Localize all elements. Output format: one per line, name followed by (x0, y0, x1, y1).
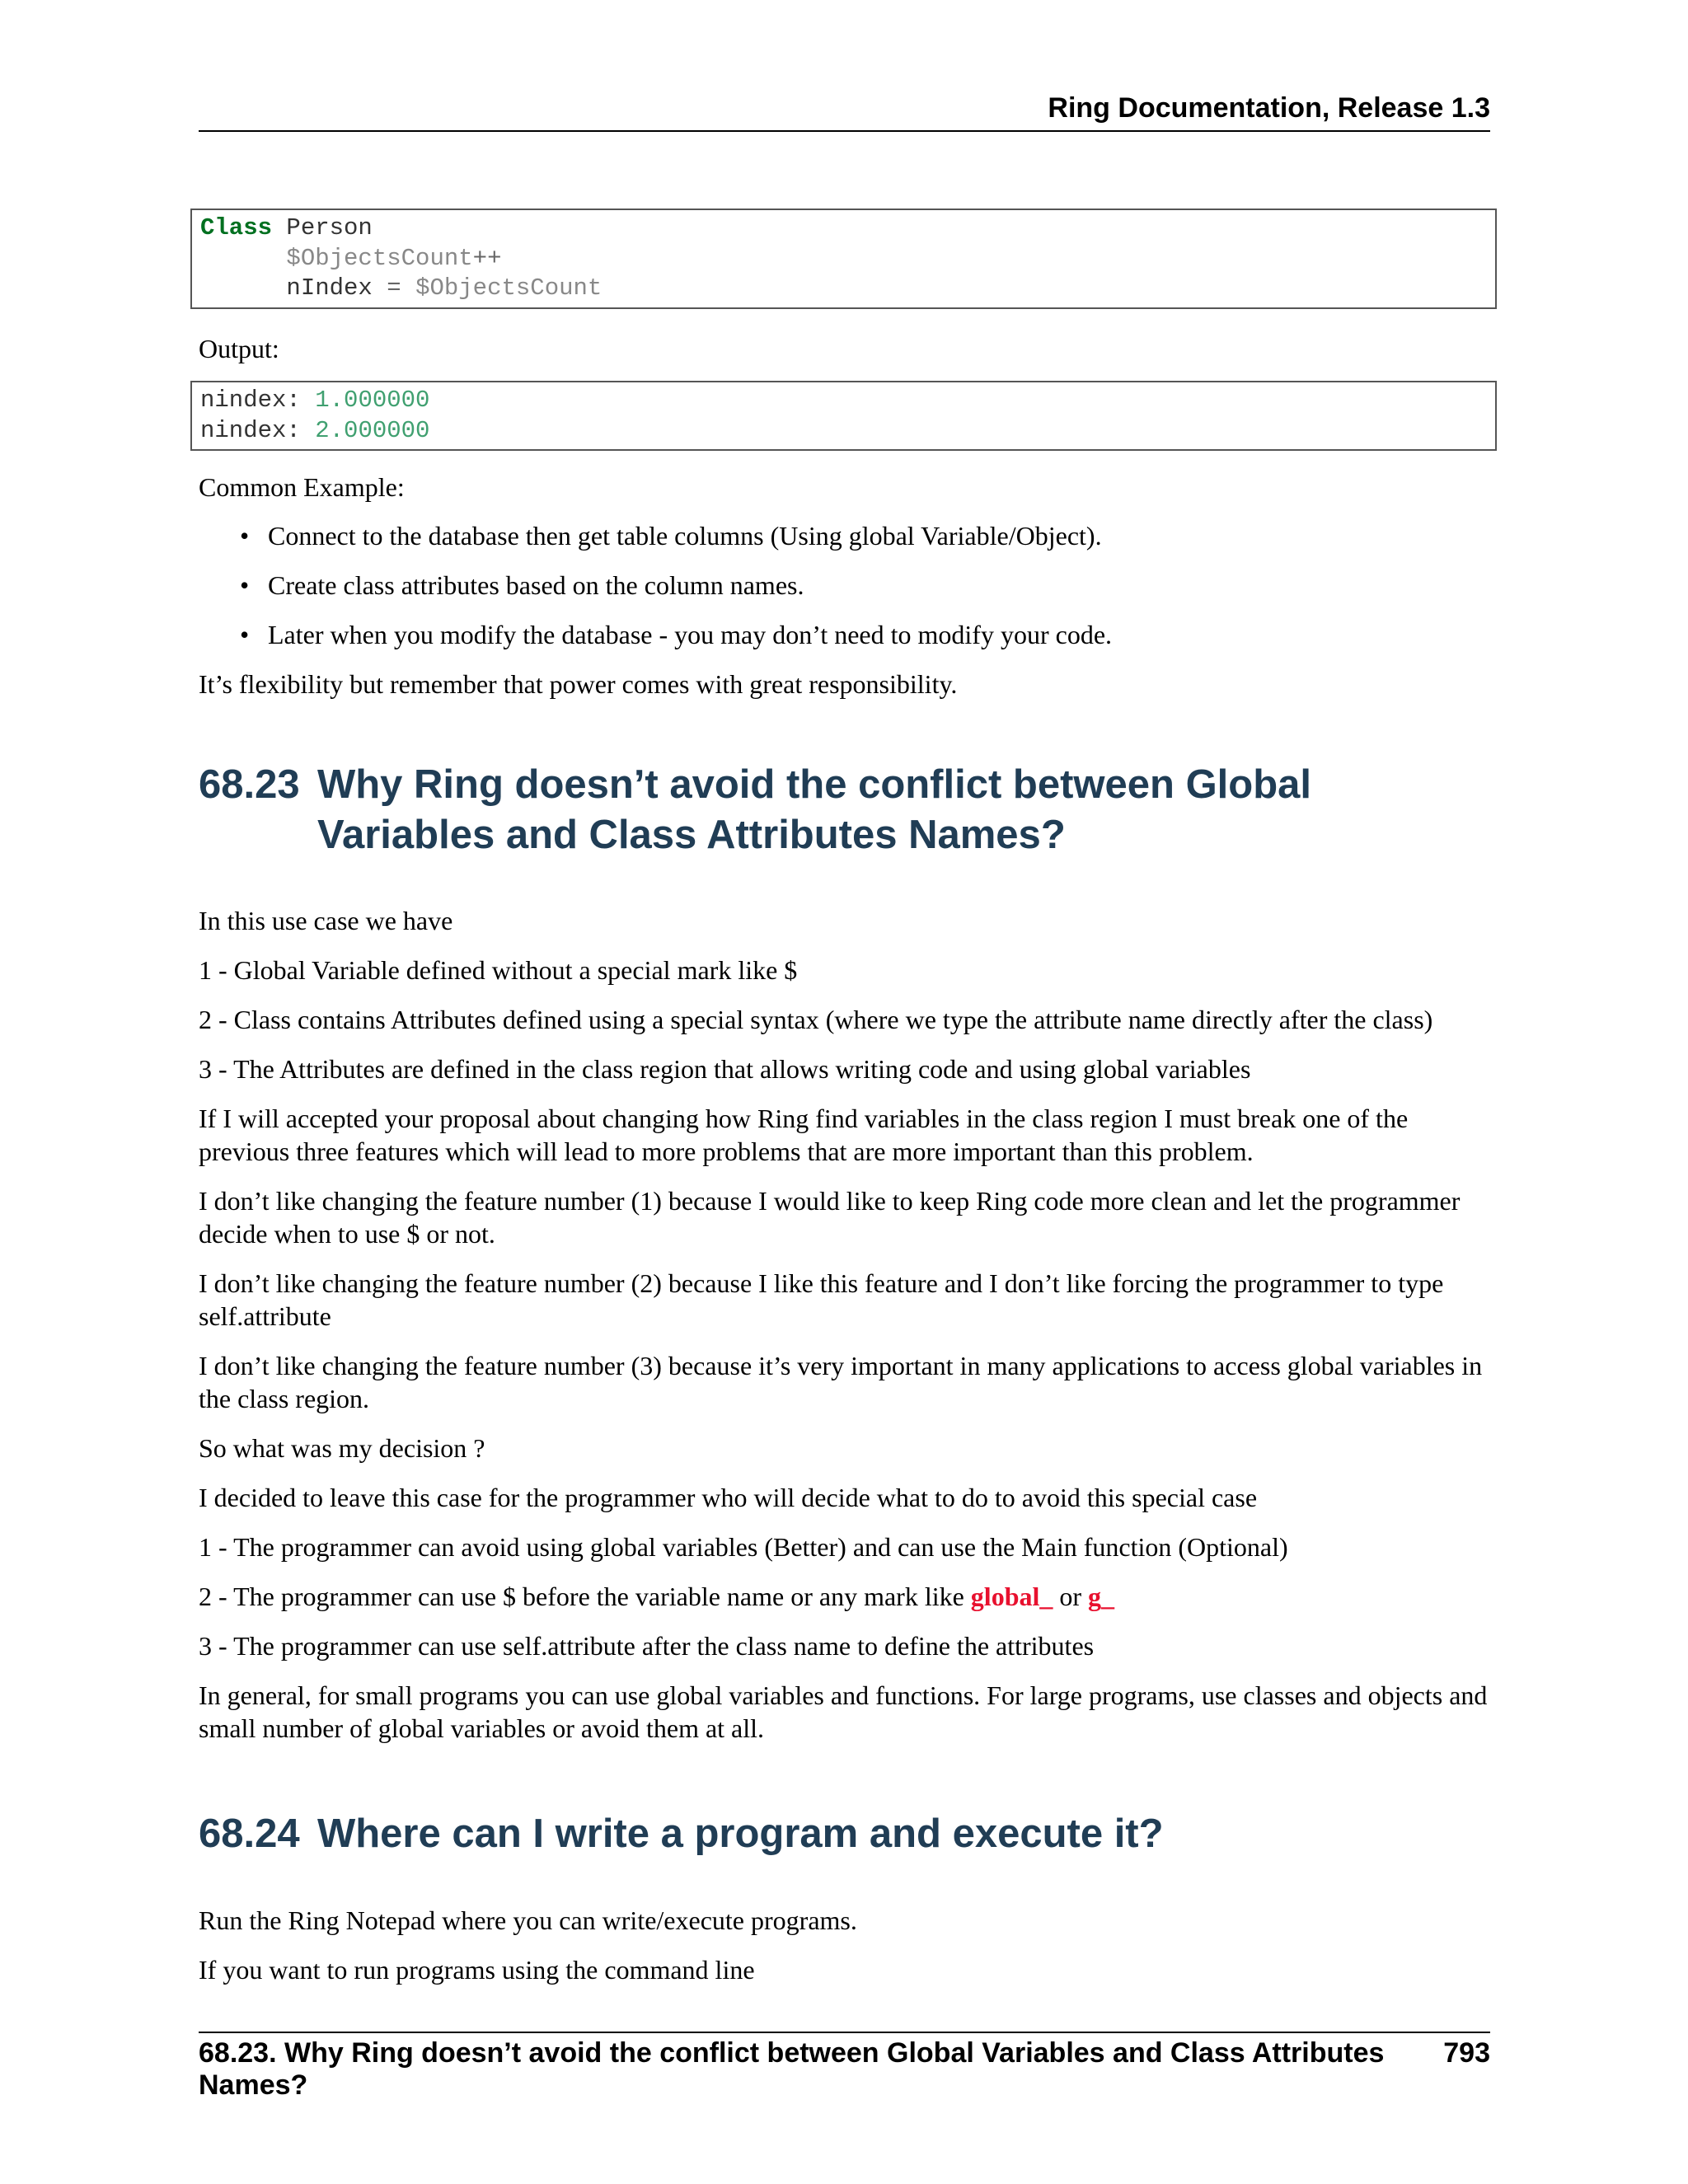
code-block-output (190, 381, 1497, 451)
output-value: 1.000000 (315, 387, 430, 414)
code-identifier: nIndex (286, 274, 373, 302)
paragraph-text: or (1053, 1582, 1089, 1611)
section-title: Why Ring doesn’t avoid the conflict between Global Variables and Class Attributes Names? (317, 762, 1312, 857)
code-keyword: Class (200, 214, 273, 241)
paragraph: I don’t like changing the feature number (2) because I like this feature and I don’t like forcing the programmer to type self.attribute (199, 1268, 1444, 1331)
code-operator: ++ (472, 244, 502, 272)
header-rule (199, 130, 1490, 132)
output-label-text: nindex: (200, 387, 316, 414)
paragraph: I don’t like changing the feature number (1) because I would like to keep Ring code more clean and let the programmer decide when to use $ or not. (199, 1186, 1461, 1249)
bullet-item: Later when you modify the database - you may don’t need to modify your code. (268, 620, 1113, 649)
output-label-text: nindex: (200, 416, 316, 444)
bullet-item: Create class attributes based on the column names. (268, 570, 804, 600)
bullet-marker: • (240, 521, 250, 551)
paragraph: Run the Ring Notepad where you can write/execute programs. (199, 1905, 857, 1935)
document-page (199, 0, 1490, 2184)
paragraph: If you want to run programs using the command line (199, 1955, 755, 1985)
common-example-label: Common Example: (199, 472, 405, 502)
paragraph: 3 - The Attributes are defined in the class region that allows writing code and using global variables (199, 1054, 1251, 1084)
running-header: Ring Documentation, Release 1.3 (1048, 92, 1490, 124)
paragraph: I decided to leave this case for the programmer who will decide what to do to avoid this special case (199, 1483, 1258, 1512)
paragraph: 1 - The programmer can avoid using global variables (Better) and can use the Main function (Optional) (199, 1532, 1288, 1562)
bullet-marker: • (240, 620, 250, 649)
highlight-global-prefix: global_ (970, 1582, 1053, 1611)
section-number: 68.23 (199, 762, 300, 807)
paragraph (199, 1580, 1490, 1613)
bullet-item: Connect to the database then get table columns (Using global Variable/Object). (268, 521, 1102, 551)
page-number: 793 (1443, 2037, 1490, 2069)
highlight-g-prefix: g_ (1088, 1582, 1115, 1611)
paragraph-text: 2 - The programmer can use $ before the variable name or any mark like (199, 1582, 971, 1611)
code-variable: $ObjectsCount (286, 244, 473, 272)
bullet-marker: • (240, 570, 250, 600)
paragraph: It’s flexibility but remember that power comes with great responsibility. (199, 669, 958, 699)
paragraph: 2 - Class contains Attributes defined using a special syntax (where we type the attribute name directly after the class) (199, 1005, 1433, 1034)
code-class-name: Person (272, 214, 373, 241)
paragraph: 1 - Global Variable defined without a special mark like $ (199, 955, 798, 985)
paragraph: So what was my decision ? (199, 1433, 485, 1463)
code-variable: $ObjectsCount (415, 274, 603, 302)
section-number: 68.24 (199, 1811, 300, 1856)
footer-rule (199, 2032, 1490, 2033)
output-label: Output: (199, 334, 279, 363)
code-block-class-person (190, 209, 1497, 309)
output-value: 2.000000 (315, 416, 430, 444)
footer-section-title: 68.23. Why Ring doesn’t avoid the conflict between Global Variables and Class Attributes Names? (199, 2037, 1385, 2101)
paragraph: In this use case we have (199, 906, 453, 935)
section-title: Where can I write a program and execute it? (317, 1811, 1164, 1856)
paragraph: I don’t like changing the feature number (3) because it’s very important in many applications to access global variables in the class region. (199, 1351, 1483, 1413)
paragraph: 3 - The programmer can use self.attribute after the class name to define the attributes (199, 1631, 1095, 1661)
code-operator: = (372, 274, 416, 302)
paragraph: If I will accepted your proposal about changing how Ring find variables in the class region I must break one of the previous three features which will lead to more problems that are more important than this problem. (199, 1104, 1409, 1166)
paragraph: In general, for small programs you can use global variables and functions. For large programs, use classes and objects and small number of global variables or avoid them at all. (199, 1680, 1488, 1743)
